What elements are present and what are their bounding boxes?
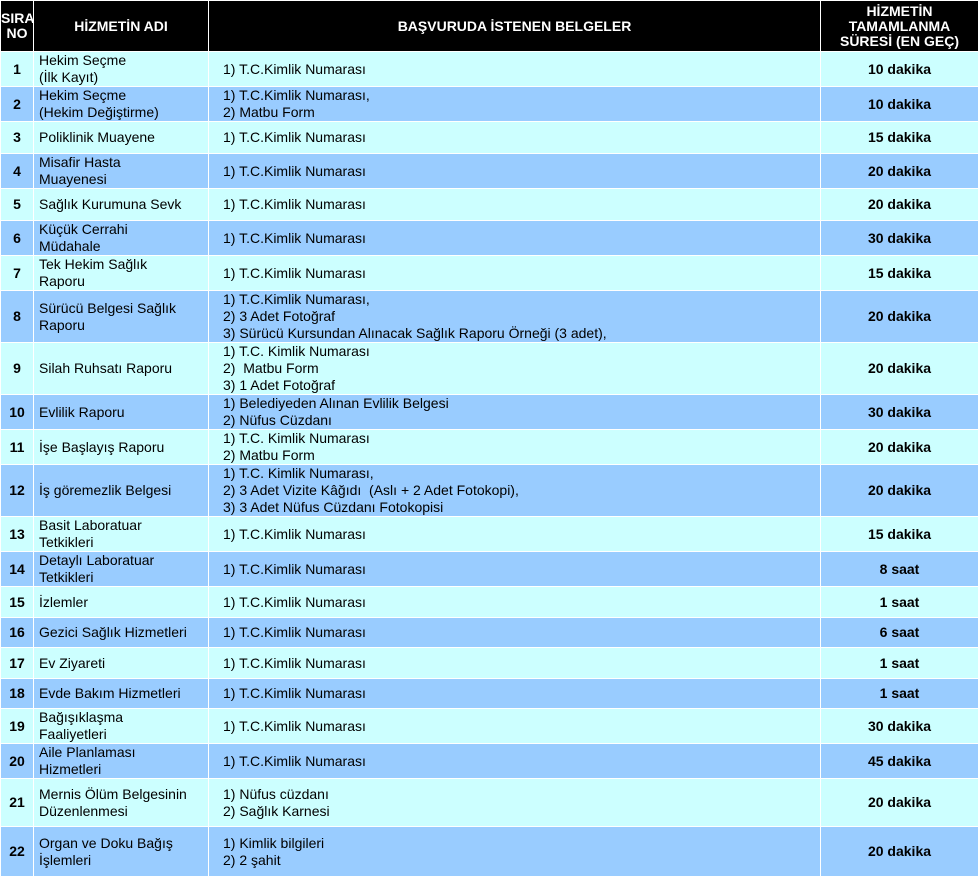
- table-row: [1, 709, 979, 744]
- completion-time: 6 saat: [821, 618, 979, 648]
- required-document: 3) Sürücü Kursundan Alınacak Sağlık Raporu Örneği (3 adet),: [223, 325, 607, 341]
- required-document: 1) T.C.Kimlik Numarası: [223, 229, 366, 246]
- completion-time: 1 saat: [821, 587, 979, 618]
- completion-time: 15 dakika: [821, 517, 979, 552]
- row-number: 6: [1, 221, 34, 256]
- completion-time: 20 dakika: [821, 189, 979, 221]
- row-number: 20: [1, 744, 34, 779]
- service-name-cell: [34, 587, 209, 618]
- service-name-cell: [34, 256, 209, 291]
- required-documents-cell: [209, 395, 821, 430]
- required-document: 3) 1 Adet Fotoğraf: [223, 377, 336, 393]
- required-document: 1) T.C.Kimlik Numarası: [223, 685, 366, 701]
- row-number: 7: [1, 256, 34, 291]
- header-name: HİZMETİN ADI: [34, 1, 209, 52]
- service-name: Misafir Hasta Muayenesi: [39, 154, 121, 187]
- table-row: [1, 154, 979, 189]
- required-document: 1) Nüfus cüzdanı: [223, 785, 329, 802]
- required-document: 1) T.C.Kimlik Numarası: [223, 196, 366, 212]
- required-document: 2) Sağlık Karnesi: [223, 802, 330, 819]
- service-name: Ev Ziyareti: [39, 654, 106, 671]
- required-documents-cell: [209, 52, 821, 87]
- service-name: Hekim Seçme (Hekim Değiştirme): [39, 87, 159, 120]
- service-name: İşe Başlayış Raporu: [39, 438, 165, 455]
- row-number: 11: [1, 430, 34, 465]
- required-documents-cell: [209, 122, 821, 154]
- service-name-cell: [34, 154, 209, 189]
- table-row: [1, 52, 979, 87]
- header-row: [1, 1, 979, 52]
- service-name-cell: [34, 221, 209, 256]
- table-row: [1, 430, 979, 465]
- required-document: 1) T.C.Kimlik Numarası: [223, 525, 366, 542]
- required-document: 1) T.C. Kimlik Numarası,: [223, 465, 374, 481]
- required-document: 1) T.C.Kimlik Numarası: [223, 129, 366, 145]
- service-name-cell: [34, 395, 209, 430]
- table-row: [1, 679, 979, 709]
- required-document: 1) T.C.Kimlik Numarası: [223, 654, 366, 671]
- table-row: [1, 291, 979, 343]
- service-name: Tek Hekim Sağlık Raporu: [39, 256, 148, 289]
- row-number: 5: [1, 189, 34, 221]
- table-row: [1, 618, 979, 648]
- required-document: 2) Matbu Form: [223, 447, 315, 463]
- table-row: [1, 552, 979, 587]
- service-name: Poliklinik Muayene: [39, 129, 155, 145]
- completion-time: 20 dakika: [821, 827, 979, 877]
- required-documents-cell: [209, 430, 821, 465]
- service-name-cell: [34, 648, 209, 679]
- required-documents-cell: [209, 618, 821, 648]
- required-documents-cell: [209, 189, 821, 221]
- service-name: Küçük Cerrahi Müdahale: [39, 221, 128, 254]
- service-name: Evde Bakım Hizmetleri: [39, 685, 181, 701]
- table-row: [1, 779, 979, 827]
- service-name-cell: [34, 465, 209, 517]
- required-document: 2) Matbu Form: [223, 360, 319, 376]
- completion-time: 10 dakika: [821, 52, 979, 87]
- required-document: 1) T.C.Kimlik Numarası: [223, 624, 366, 640]
- required-documents-cell: [209, 465, 821, 517]
- service-name-cell: [34, 618, 209, 648]
- required-documents-cell: [209, 587, 821, 618]
- row-number: 2: [1, 87, 34, 122]
- required-documents-cell: [209, 517, 821, 552]
- completion-time: 30 dakika: [821, 709, 979, 744]
- required-documents-cell: [209, 154, 821, 189]
- required-documents-cell: [209, 827, 821, 877]
- row-number: 13: [1, 517, 34, 552]
- completion-time: 20 dakika: [821, 779, 979, 827]
- required-document: 1) T.C.Kimlik Numarası: [223, 264, 366, 281]
- service-name-cell: [34, 679, 209, 709]
- service-name-cell: [34, 517, 209, 552]
- completion-time: 20 dakika: [821, 343, 979, 395]
- service-name: Sağlık Kurumuna Sevk: [39, 196, 182, 212]
- table-row: [1, 517, 979, 552]
- service-name-cell: [34, 779, 209, 827]
- required-documents-cell: [209, 709, 821, 744]
- required-document: 2) 3 Adet Vizite Kâğıdı (Aslı + 2 Adet Fotokopi),: [223, 482, 519, 498]
- required-document: 1) T.C.Kimlik Numarası: [223, 162, 366, 179]
- row-number: 10: [1, 395, 34, 430]
- required-document: 1) T.C.Kimlik Numarası: [223, 560, 366, 577]
- completion-time: 8 saat: [821, 552, 979, 587]
- service-name-cell: [34, 87, 209, 122]
- row-number: 18: [1, 679, 34, 709]
- table-row: [1, 189, 979, 221]
- table-row: [1, 221, 979, 256]
- service-name: Bağışıklaşma Faaliyetleri: [39, 709, 124, 742]
- required-document: 2) 2 şahit: [223, 851, 281, 868]
- row-number: 14: [1, 552, 34, 587]
- table-row: [1, 343, 979, 395]
- service-name: Aile Planlaması Hizmetleri: [39, 744, 136, 777]
- service-name: Basit Laboratuar Tetkikleri: [39, 517, 142, 550]
- completion-time: 1 saat: [821, 648, 979, 679]
- table-row: [1, 744, 979, 779]
- table-row: [1, 587, 979, 618]
- service-name: Hekim Seçme (İlk Kayıt): [39, 52, 127, 85]
- header-no: SIRA NO: [1, 1, 34, 52]
- row-number: 16: [1, 618, 34, 648]
- required-documents-cell: [209, 291, 821, 343]
- service-name: Silah Ruhsatı Raporu: [39, 360, 173, 376]
- completion-time: 1 saat: [821, 679, 979, 709]
- required-document: 1) T.C. Kimlik Numarası: [223, 430, 370, 446]
- required-documents-cell: [209, 648, 821, 679]
- service-name: İzlemler: [39, 593, 89, 610]
- required-documents-cell: [209, 744, 821, 779]
- service-name: Sürücü Belgesi Sağlık Raporu: [39, 299, 176, 333]
- required-document: 3) 3 Adet Nüfus Cüzdanı Fotokopisi: [223, 499, 444, 515]
- row-number: 9: [1, 343, 34, 395]
- completion-time: 20 dakika: [821, 154, 979, 189]
- required-documents-cell: [209, 256, 821, 291]
- row-number: 21: [1, 779, 34, 827]
- table-row: [1, 395, 979, 430]
- completion-time: 15 dakika: [821, 256, 979, 291]
- table-row: [1, 648, 979, 679]
- header-docs: BAŞVURUDA İSTENEN BELGELER: [209, 1, 821, 52]
- completion-time: 30 dakika: [821, 221, 979, 256]
- table-row: [1, 465, 979, 517]
- service-name-cell: [34, 827, 209, 877]
- completion-time: 20 dakika: [821, 465, 979, 517]
- row-number: 19: [1, 709, 34, 744]
- service-name-cell: [34, 552, 209, 587]
- required-document: 1) T.C.Kimlik Numarası: [223, 752, 366, 769]
- required-document: 1) T.C. Kimlik Numarası: [223, 343, 370, 359]
- service-name-cell: [34, 122, 209, 154]
- service-name-cell: [34, 709, 209, 744]
- row-number: 12: [1, 465, 34, 517]
- row-number: 22: [1, 827, 34, 877]
- completion-time: 10 dakika: [821, 87, 979, 122]
- service-name: Evlilik Raporu: [39, 403, 125, 420]
- service-name-cell: [34, 744, 209, 779]
- service-name-cell: [34, 291, 209, 343]
- completion-time: 20 dakika: [821, 430, 979, 465]
- required-document: 2) Matbu Form: [223, 104, 315, 120]
- required-documents-cell: [209, 343, 821, 395]
- row-number: 8: [1, 291, 34, 343]
- row-number: 1: [1, 52, 34, 87]
- completion-time: 20 dakika: [821, 291, 979, 343]
- table-row: [1, 256, 979, 291]
- table-body: [1, 52, 979, 877]
- service-name: Detaylı Laboratuar Tetkikleri: [39, 552, 155, 585]
- required-documents-cell: [209, 87, 821, 122]
- required-documents-cell: [209, 552, 821, 587]
- required-document: 2) Nüfus Cüzdanı: [223, 412, 332, 428]
- service-name: Organ ve Doku Bağış İşlemleri: [39, 834, 173, 868]
- service-name-cell: [34, 343, 209, 395]
- completion-time: 45 dakika: [821, 744, 979, 779]
- required-document: 1) T.C.Kimlik Numarası: [223, 593, 366, 610]
- row-number: 15: [1, 587, 34, 618]
- required-documents-cell: [209, 679, 821, 709]
- row-number: 3: [1, 122, 34, 154]
- service-name: Gezici Sağlık Hizmetleri: [39, 624, 187, 640]
- required-document: 1) Belediyeden Alınan Evlilik Belgesi: [223, 395, 449, 411]
- service-name: İş göremezlik Belgesi: [39, 482, 172, 498]
- service-name: Mernis Ölüm Belgesinin Düzenlenmesi: [39, 785, 187, 819]
- table-row: [1, 87, 979, 122]
- required-document: 1) T.C.Kimlik Numarası: [223, 717, 366, 734]
- completion-time: 15 dakika: [821, 122, 979, 154]
- service-name-cell: [34, 52, 209, 87]
- table-row: [1, 827, 979, 877]
- required-documents-cell: [209, 221, 821, 256]
- required-document: 2) 3 Adet Fotoğraf: [223, 308, 336, 324]
- required-document: 1) T.C.Kimlik Numarası: [223, 60, 366, 77]
- service-name-cell: [34, 430, 209, 465]
- required-document: 1) T.C.Kimlik Numarası,: [223, 291, 370, 307]
- header-time: HİZMETİN TAMAMLANMA SÜRESİ (EN GEÇ): [821, 1, 979, 52]
- row-number: 4: [1, 154, 34, 189]
- table-row: [1, 122, 979, 154]
- service-name-cell: [34, 189, 209, 221]
- row-number: 17: [1, 648, 34, 679]
- completion-time: 30 dakika: [821, 395, 979, 430]
- required-document: 1) T.C.Kimlik Numarası,: [223, 87, 370, 103]
- required-document: 1) Kimlik bilgileri: [223, 834, 325, 851]
- required-documents-cell: [209, 779, 821, 827]
